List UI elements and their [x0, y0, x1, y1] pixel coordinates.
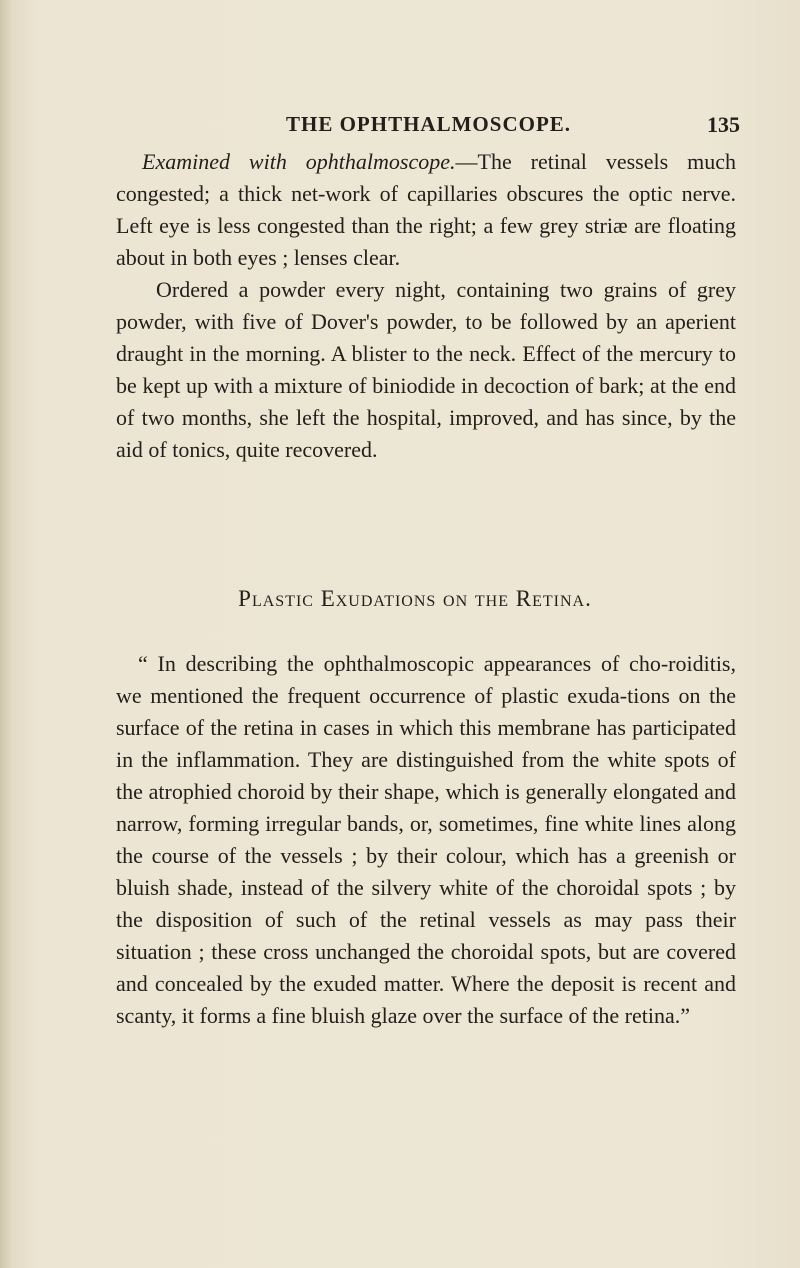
paragraph-text: —The retinal vessels much congested; a thick net-work of capillaries obscures the optic nerve. Left eye is less congested than the right; a few grey striæ are floating about in both eyes ; lenses clear. — [116, 149, 736, 270]
section-heading: Plastic Exudations on the Retina. — [238, 586, 592, 611]
paragraph-lead: Examined with ophthalmoscope. — [142, 149, 456, 174]
running-title: THE OPHTHALMOSCOPE. — [286, 112, 572, 136]
page-number: 135 — [707, 112, 740, 137]
page-header — [0, 112, 800, 142]
paragraph-examination — [116, 146, 736, 274]
body-text — [116, 146, 736, 466]
quoted-passage — [116, 648, 736, 1032]
quote-text: “ In describing the ophthalmoscopic appearances of cho-roiditis, we mentioned the frequent occurrence of plastic exuda-tions on the surface of the retina in cases in which this membrane has participated in the inflammation. They are distinguished from the white spots of the atrophied choroid by their shape, which is generally elongated and narrow, forming irregular bands, or, sometimes, fine white lines along the course of the vessels ; by their colour, which has a greenish or bluish shade, instead of the silvery white of the choroidal spots ; by the disposition of such of the retinal vessels as may pass their situation ; these cross unchanged the choroidal spots, but are covered and concealed by the exuded matter. Where the deposit is recent and scanty, it forms a fine bluish glaze over the surface of the retina.” — [116, 651, 736, 1028]
paragraph-treatment: Ordered a powder every night, containing two grains of grey powder, with five of Dover's powder, to be followed by an aperient draught in the morning. A blister to the neck. Effect of the mercury to be kept up with a mixture of biniodide in decoction of bark; at the end of two months, she left the hospital, improved, and has since, by the aid of tonics, quite recovered. — [116, 277, 736, 462]
